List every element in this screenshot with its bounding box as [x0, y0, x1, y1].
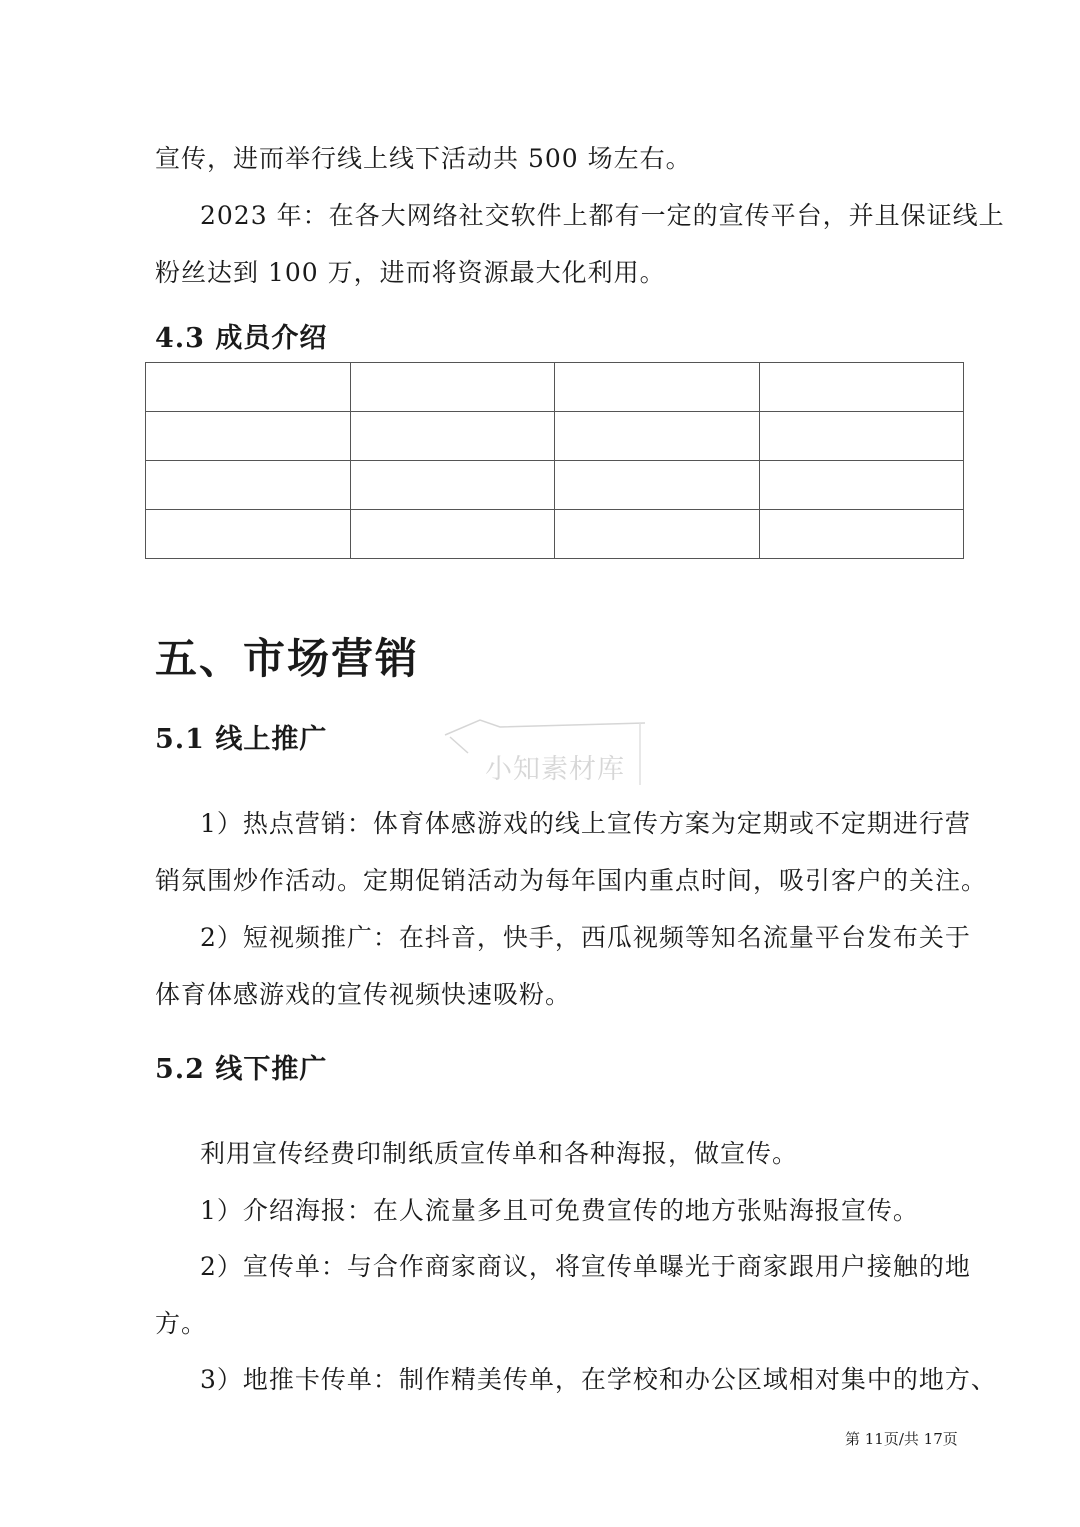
- paragraph-line: 2023 年：在各大网络社交软件上都有一定的宣传平台，并且保证线上: [200, 201, 1005, 230]
- table-cell: [555, 461, 760, 510]
- table-cell: [759, 461, 964, 510]
- table-cell: [146, 461, 351, 510]
- paragraph-line: 2）宣传单：与合作商家商议，将宣传单曝光于商家跟用户接触的地: [200, 1252, 971, 1281]
- watermark: [440, 715, 650, 795]
- watermark-text: 小知素材库: [485, 754, 625, 785]
- table-cell: [759, 412, 964, 461]
- table-row: [146, 461, 964, 510]
- table-cell: [146, 412, 351, 461]
- paragraph-line: 3）地推卡传单：制作精美传单，在学校和办公区域相对集中的地方、: [200, 1365, 997, 1394]
- table-row: [146, 510, 964, 559]
- section-heading-5-2: 5.2 线下推广: [155, 1054, 328, 1085]
- paragraph-line: 2）短视频推广：在抖音，快手，西瓜视频等知名流量平台发布关于: [200, 923, 971, 952]
- paragraph-line: 体育体感游戏的宣传视频快速吸粉。: [155, 980, 572, 1009]
- table-row: [146, 412, 964, 461]
- paragraph-line: 方。: [155, 1309, 208, 1338]
- page-number: 第 11页/共 17页: [845, 1430, 958, 1448]
- paragraph-line: 销氛围炒作活动。定期促销活动为每年国内重点时间，吸引客户的关注。: [155, 866, 988, 895]
- table-cell: [350, 461, 555, 510]
- paragraph-line: 宣传，进而举行线上线下活动共 500 场左右。: [155, 144, 692, 173]
- table-cell: [555, 412, 760, 461]
- table-row: [146, 363, 964, 412]
- table-cell: [350, 412, 555, 461]
- paragraph-line: 1）热点营销：体育体感游戏的线上宣传方案为定期或不定期进行营: [200, 809, 971, 838]
- table-cell: [555, 510, 760, 559]
- table-cell: [555, 363, 760, 412]
- paragraph-line: 利用宣传经费印制纸质宣传单和各种海报，做宣传。: [200, 1139, 799, 1168]
- table-cell: [350, 363, 555, 412]
- chapter-title: 五、市场营销: [155, 634, 420, 683]
- table-cell: [146, 510, 351, 559]
- table-cell: [759, 510, 964, 559]
- table-cell: [146, 363, 351, 412]
- paragraph-line: 1）介绍海报：在人流量多且可免费宣传的地方张贴海报宣传。: [200, 1196, 919, 1225]
- table-cell: [350, 510, 555, 559]
- section-heading-4-3: 4.3 成员介绍: [155, 323, 328, 354]
- table-cell: [759, 363, 964, 412]
- triangle-roof-logo-icon: [440, 715, 650, 795]
- section-heading-5-1: 5.1 线上推广: [155, 724, 328, 755]
- paragraph-line: 粉丝达到 100 万，进而将资源最大化利用。: [155, 258, 666, 287]
- members-table: [145, 362, 964, 559]
